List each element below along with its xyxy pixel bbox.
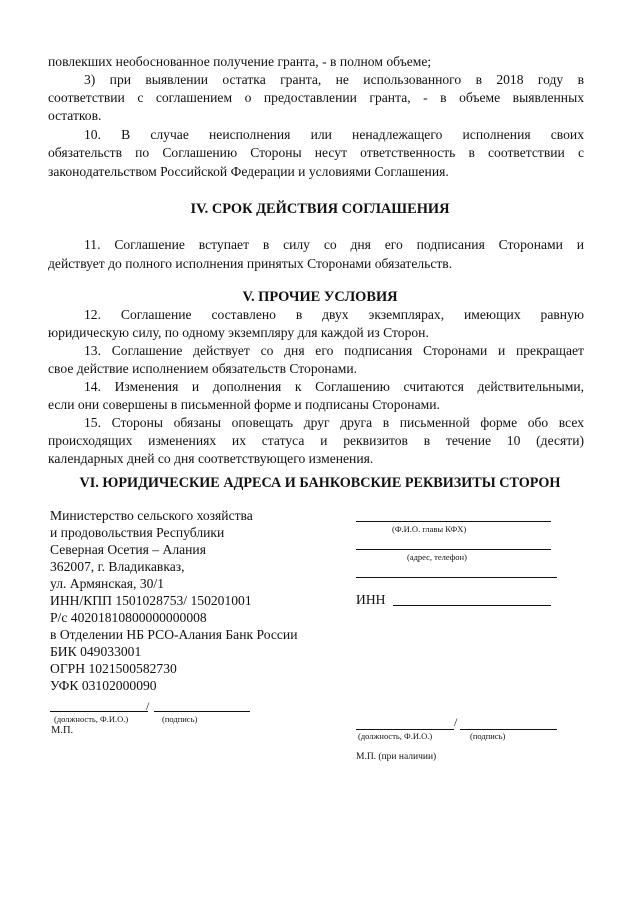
stamp-label: М.П.	[51, 725, 74, 736]
requisite-line: ОГРН 1021500582730	[50, 661, 177, 676]
section-heading: VI. ЮРИДИЧЕСКИЕ АДРЕСА И БАНКОВСКИЕ РЕКВИЗИТЫ СТОРОН	[79, 475, 561, 491]
requisite-line: Министерство сельского хозяйства	[50, 508, 253, 523]
section-heading: IV. СРОК ДЕЙСТВИЯ СОГЛАШЕНИЯ	[190, 201, 450, 217]
paragraph-line: 11. Соглашение вступает в силу со дня его подписания Сторонами и	[84, 237, 584, 252]
stamp-label: М.П. (при наличии)	[356, 752, 437, 762]
requisite-line: 362007, г. Владикавказ,	[50, 559, 185, 574]
signature-line	[356, 729, 454, 730]
signature-line	[50, 711, 148, 712]
requisite-line: ИНН/КПП 1501028753/ 150201001	[50, 593, 252, 608]
caption-name: (Ф.И.О. главы КФХ)	[392, 524, 467, 534]
paragraph-line: календарных дней со дня соответствующего изменения.	[48, 451, 374, 466]
paragraph-line: 12. Соглашение составлено в двух экземплярах, имеющих равную	[84, 307, 584, 322]
paragraph-line: обязательств по Соглашению Стороны несут ответственность в соответствии с	[48, 145, 584, 160]
paragraph-line: действует до полного исполнения принятых Сторонами обязательств.	[48, 256, 453, 271]
paragraph-line: 14. Изменения и дополнения к Соглашению считаются действительными,	[84, 379, 584, 394]
paragraph-line: 10. В случае неисполнения или ненадлежащего исполнения своих	[84, 127, 584, 142]
requisite-line: и продовольствия Республики	[50, 525, 225, 540]
address-line	[356, 549, 551, 550]
inn-line	[393, 605, 551, 606]
caption-address: (адрес, телефон)	[407, 552, 467, 562]
caption-position: (должность, Ф.И.О.)	[358, 731, 433, 741]
requisite-line: УФК 03102000090	[50, 678, 157, 693]
paragraph-line: юридическую силу, по одному экземпляру для каждой из Сторон.	[48, 325, 429, 340]
caption-signature: (подпись)	[470, 731, 506, 741]
requisite-line: Северная Осетия – Алания	[50, 542, 206, 557]
section-heading: V. ПРОЧИЕ УСЛОВИЯ	[242, 289, 398, 305]
name-line	[356, 521, 551, 522]
paragraph-line: 3) при выявлении остатка гранта, не использованного в 2018 году в	[84, 72, 584, 87]
requisite-line: Р/с 40201810800000000008	[50, 610, 207, 625]
signature-line	[154, 711, 250, 712]
paragraph-line: соответствии с соглашением о предоставлении гранта, - в объеме выявленных	[48, 90, 584, 105]
paragraph-line: свое действие исполнением обязательств Сторонами.	[48, 361, 358, 376]
requisite-line: БИК 049033001	[50, 644, 142, 659]
paragraph-line: остатков.	[48, 108, 102, 123]
requisite-line: в Отделении НБ РСО-Алания Банк России	[50, 627, 298, 642]
signature-line	[460, 729, 557, 730]
signature-slash: /	[146, 699, 150, 713]
caption-signature: (подпись)	[162, 714, 198, 724]
caption-position: (должность, Ф.И.О.)	[54, 714, 129, 724]
paragraph-line: если они совершены в письменной форме и подписаны Сторонами.	[48, 397, 440, 412]
paragraph-line: 15. Стороны обязаны оповещать друг друга в письменной форме обо всех	[84, 415, 584, 430]
paragraph-line: 13. Соглашение действует со дня его подписания Сторонами и прекращает	[84, 343, 584, 358]
signature-slash: /	[454, 715, 458, 729]
paragraph-line: законодательством Российской Федерации и условиями Соглашения.	[48, 164, 449, 179]
paragraph-line: происходящих изменениях их статуса и реквизитов в течение 10 (десяти)	[48, 433, 584, 448]
inn-label: ИНН	[356, 592, 386, 607]
paragraph-line: повлекших необоснованное получение гранта, - в полном объеме;	[48, 54, 432, 69]
requisite-line: ул. Армянская, 30/1	[50, 576, 164, 591]
address-line-2	[356, 577, 557, 578]
